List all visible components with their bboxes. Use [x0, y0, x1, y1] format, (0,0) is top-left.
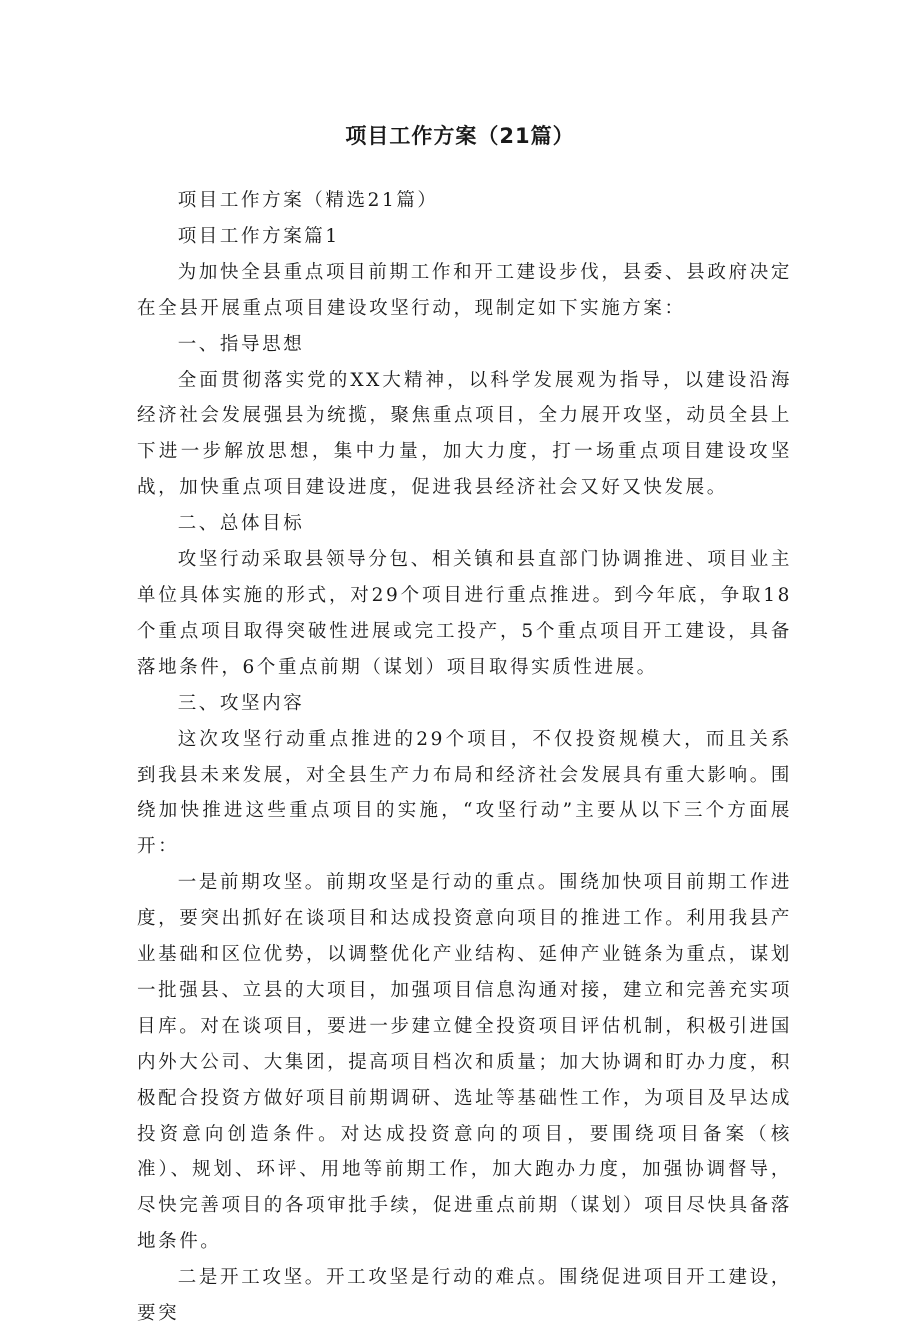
- section-heading: 二、总体目标: [177, 513, 305, 535]
- document-body: [137, 183, 792, 1332]
- body-paragraph: 全面贯彻落实党的XX大精神，以科学发展观为指导，以建设沿海经济社会发展强县为统揽，聚焦重点项目，全力展开攻坚，动员全县上下进一步解放思想，集中力量，加大力度，打一场重点项目建设攻坚战，加快重点项目建设进度，促进我县经济社会又好又快发展。: [137, 369, 792, 499]
- body-paragraph: 为加快全县重点项目前期工作和开工建设步伐，县委、县政府决定在全县开展重点项目建设攻坚行动，现制定如下实施方案：: [137, 261, 792, 319]
- section-heading: 一、指导思想: [177, 333, 305, 355]
- body-paragraph: 这次攻坚行动重点推进的29个项目，不仅投资规模大，而且关系到我县未来发展，对全县生产力布局和经济社会发展具有重大影响。围绕加快推进这些重点项目的实施，“攻坚行动”主要从以下三个方面展开：: [137, 728, 792, 858]
- subtitle-paragraph: 项目工作方案（精选21篇）: [177, 190, 439, 211]
- document-title: 项目工作方案（21篇）: [345, 124, 575, 148]
- body-paragraph: 二是开工攻坚。开工攻坚是行动的难点。围绕促进项目开工建设，要突: [137, 1267, 792, 1325]
- section-heading: 项目工作方案篇1: [177, 225, 340, 247]
- body-paragraph: 攻坚行动采取县领导分包、相关镇和县直部门协调推进、项目业主单位具体实施的形式，对29个项目进行重点推进。到今年底，争取18个重点项目取得突破性进展或完工投产，5个重点项目开工建设，具备落地条件，6个重点前期（谋划）项目取得实质性进展。: [137, 549, 792, 678]
- body-paragraph: 一是前期攻坚。前期攻坚是行动的重点。围绕加快项目前期工作进度，要突出抓好在谈项目和达成投资意向项目的推进工作。利用我县产业基础和区位优势，以调整优化产业结构、延伸产业链条为重点，谋划一批强县、立县的大项目，加强项目信息沟通对接，建立和完善充实项目库。对在谈项目，要进一步建立健全投资项目评估机制，积极引进国内外大公司、大集团，提高项目档次和质量；加大协调和盯办力度，积极配合投资方做好项目前期调研、选址等基础性工作，为项目及早达成投资意向创造条件。对达成投资意向的项目，要围绕项目备案（核准）、规划、环评、用地等前期工作，加大跑办力度，加强协调督导，尽快完善项目的各项审批手续，促进重点前期（谋划）项目尽快具备落地条件。: [137, 872, 792, 1253]
- section-heading: 三、攻坚内容: [177, 692, 305, 714]
